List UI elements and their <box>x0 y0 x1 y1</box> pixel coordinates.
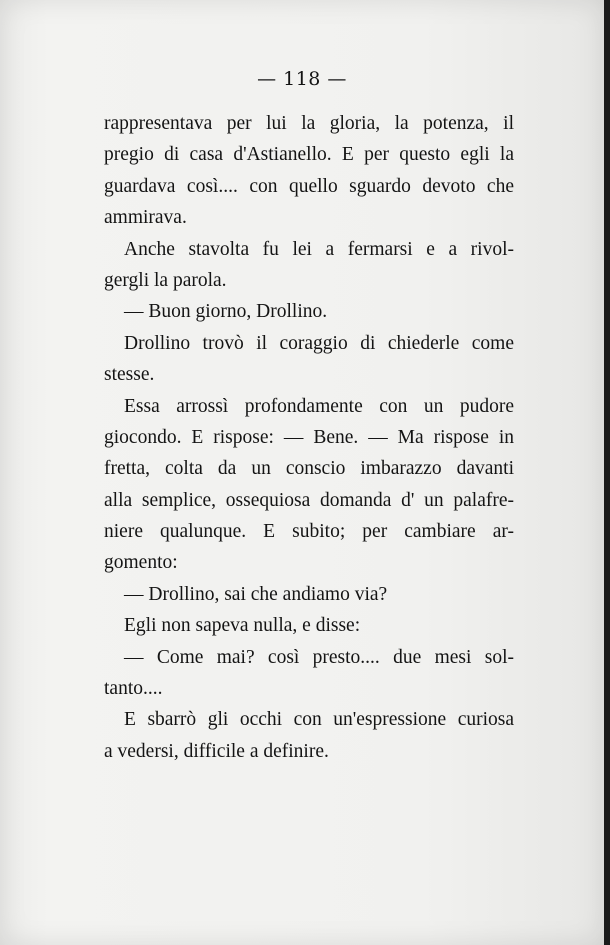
page-number: — 118 — <box>257 68 347 90</box>
text-line: E sbarrò gli occhi con un'espressione curiosa <box>124 709 514 731</box>
text-line: a vedersi, difficile a definire. <box>104 740 329 762</box>
text-line: ammirava. <box>104 207 187 229</box>
text-line: niere qualunque. E subito; per cambiare ar- <box>104 521 514 543</box>
text-line: Essa arrossì profondamente con un pudore <box>124 395 514 417</box>
page-edge-shadow <box>604 0 610 945</box>
text-line: gergli la parola. <box>104 269 227 291</box>
text-line: pregio di casa d'Astianello. E per questo egli la <box>104 144 514 166</box>
text-line: — Buon giorno, Drollino. <box>124 301 328 323</box>
text-line: Egli non sapeva nulla, e disse: <box>124 615 361 637</box>
text-line: rappresentava per lui la gloria, la potenza, il <box>104 113 514 134</box>
text-line: — Drollino, sai che andiamo via? <box>124 583 388 605</box>
text-line: stesse. <box>104 364 155 386</box>
text-line: tanto.... <box>104 678 163 700</box>
text-line: alla semplice, ossequiosa domanda d' un palafre- <box>104 489 514 511</box>
page-text <box>104 108 514 767</box>
text-line: fretta, colta da un conscio imbarazzo davanti <box>104 458 514 480</box>
text-line: Drollino trovò il coraggio di chiederle come <box>124 332 514 354</box>
text-line: Anche stavolta fu lei a fermarsi e a rivol- <box>124 238 514 260</box>
text-line: — Come mai? così presto.... due mesi sol- <box>124 646 514 668</box>
text-line: giocondo. E rispose: — Bene. — Ma rispose in <box>104 426 514 448</box>
text-line: gomento: <box>104 552 178 574</box>
text-line: guardava così.... con quello sguardo devoto che <box>104 175 514 197</box>
